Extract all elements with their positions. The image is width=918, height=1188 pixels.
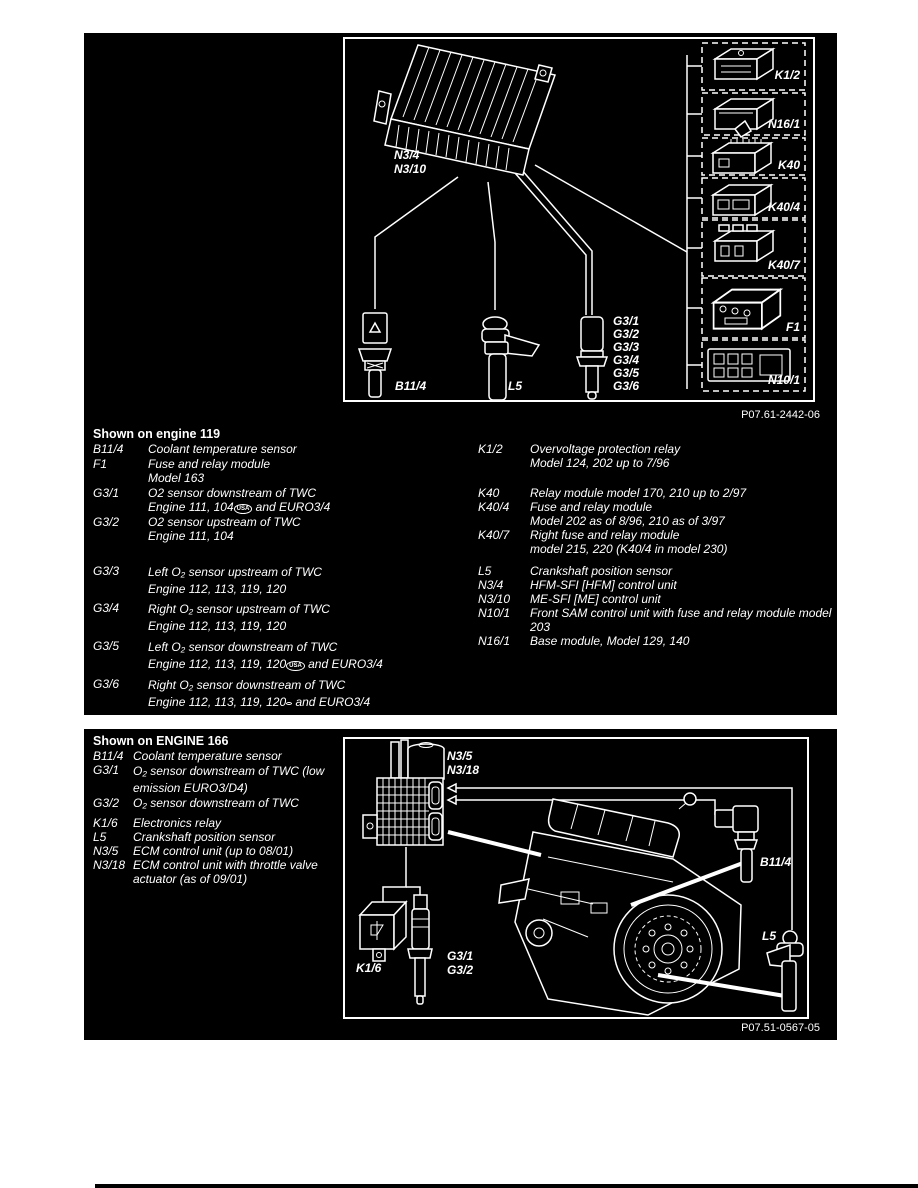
usa-badge: USA <box>234 504 253 514</box>
wire-to-crankshaft-sensor <box>488 182 495 310</box>
module-label-f1: F1 <box>785 320 800 334</box>
o2-label-g3-5: G3/5 <box>613 366 640 380</box>
module-label-k1-2: K1/2 <box>774 68 800 82</box>
legend-title-166: Shown on ENGINE 166 <box>93 734 229 748</box>
o2-label-g3-4: G3/4 <box>613 353 640 367</box>
module-label-n16-1: N16/1 <box>767 117 800 131</box>
coolant-sensor-166-label: B11/4 <box>760 855 792 869</box>
relay-166-label: K1/6 <box>356 961 382 975</box>
module-label-k40: K40 <box>777 158 800 172</box>
module-boxes <box>702 43 805 391</box>
wire-to-k16 <box>383 847 406 902</box>
crankshaft-sensor-label: L5 <box>508 379 523 393</box>
coolant-sensor-label: B11/4 <box>395 379 427 393</box>
ecu-label-2: N3/10 <box>394 162 427 176</box>
module-label-k40-7: K40/7 <box>767 258 800 272</box>
crankshaft-sensor-166-label: L5 <box>762 929 777 943</box>
drawing-number-166: P07.51-0567-05 <box>741 1022 820 1034</box>
o2-label-g3-1: G3/1 <box>613 314 640 328</box>
manual-page: N3/4 N3/10 B11/4 L5 G3/1 G3/2 G3/3 G3/4 G3/5 G3/6 K1/2 N16/1 K40 K40/4 K40/7 F1 N10/1 P07.61-2442-06 Shown on engine 119 B11/4 Coolant temperature sensor F1 Fuse and relay module Model 163 G3/1 O2 sensor downstream of TWC Engine 111, 104 USA and EURO3/4 G3/2 O2 sensor upstream of TWC Engine 111, 104 G3/3 Left O₂ sensor upstream of TWC Engine 112, 113, 119, 120 G3/4 Right O₂ sensor upstream of TWC Engine 112, 113, 119, 120 G3/5 Left O₂ sensor downstream of TWC Engine 112, 113, 119, 120 USA and EURO3/4 G3/6 Right O₂ sensor downstream of TWC Engine 112, 113, 119, 120 and EURO3/4 K1/2 Overvoltage protection relay Model 124, 202 up to 7/96 K40 Relay module model 170, 210 up to 2/97 K40/4 Fuse and relay module Model 202 as of 8/96, 210 as of 3/97 K40/7 Right fuse and relay module model 215, 220 (K40/4 in model 230) L5 Crankshaft position sensor N3/4 HFM-SFI [HFM] control unit N3/10 ME-SFI [ME] control unit N10/1 Front SAM control unit with fuse and relay module model 203 N16/1 Base module, Model 129, 140 Shown on ENGINE 166 B11/4 Coolant temperature sensor G3/1 O₂ sensor downstream of TWC (low emission EURO3/D4) G3/2 O₂ sensor downstream of TWC K1/6 Electronics relay L5 Crankshaft position sensor N3/5 ECM control unit (up to 08/01) N3/18 ECM control unit with throttle valve actuator (as of 09/01) N3/5 N3/18 B11/4 L5 K1/6 G3/1 G3/2 P07.51-0567-05 <box>0 0 918 1188</box>
o2-166-label-2: G3/2 <box>447 963 474 977</box>
harness-ecm <box>448 832 541 855</box>
o2-label-g3-2: G3/2 <box>613 327 640 341</box>
module-label-n10-1: N10/1 <box>767 373 800 387</box>
page-bottom-rule <box>95 1184 918 1188</box>
wire-to-module-bus <box>535 165 687 252</box>
module-label-k40-4: K40/4 <box>767 200 800 214</box>
module-icon-k40-7 <box>715 225 773 261</box>
wire-to-coolant-sensor <box>375 177 458 309</box>
legend-title-119: Shown on engine 119 <box>93 427 221 441</box>
drawing-number-119: P07.61-2442-06 <box>741 409 820 421</box>
diagram-166-illustration <box>343 737 809 1019</box>
ecm-label-1: N3/5 <box>447 749 473 763</box>
diagram-119-illustration <box>343 37 815 402</box>
ecu-label-1: N3/4 <box>394 148 420 162</box>
coolant-sensor-illustration <box>359 313 391 397</box>
ecm-label-2: N3/18 <box>447 763 480 777</box>
ecm-illustration <box>363 740 444 845</box>
o2-sensor-166-illustration <box>408 895 432 1004</box>
crankshaft-sensor-166-illustration <box>767 931 803 1011</box>
o2-label-g3-6: G3/6 <box>613 379 640 393</box>
o2-166-label-1: G3/1 <box>447 949 474 963</box>
o2-sensor-illustration <box>577 317 607 399</box>
wire-to-o2 <box>406 887 420 895</box>
o2-label-g3-3: G3/3 <box>613 340 640 354</box>
usa-badge: USA <box>286 661 305 671</box>
relay-illustration <box>360 902 406 961</box>
wire-to-o2-sensor <box>515 173 586 315</box>
